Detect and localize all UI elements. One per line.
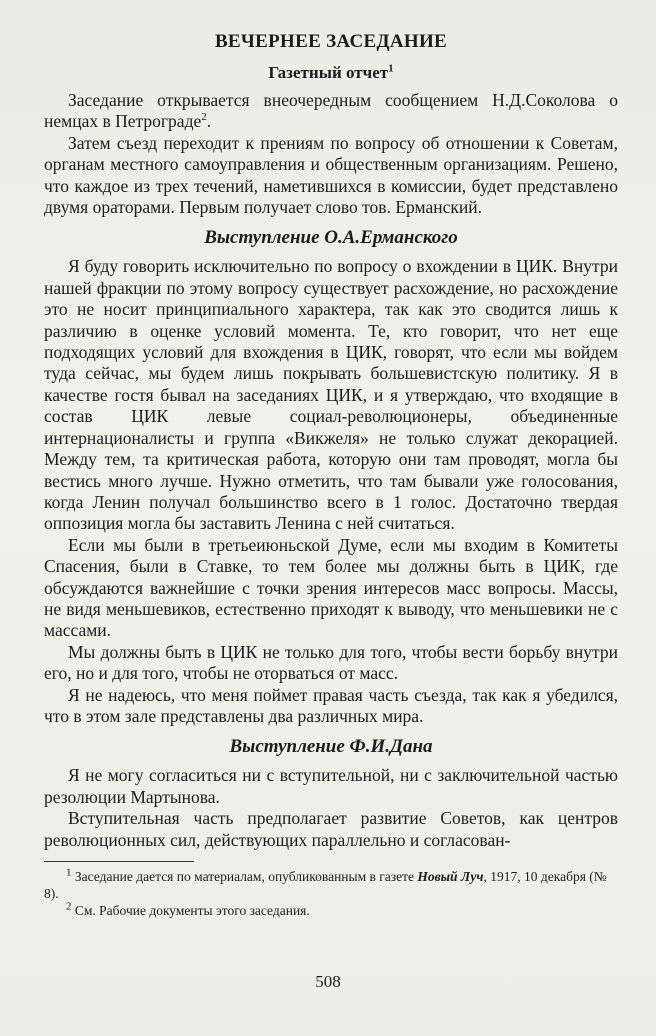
intro-paragraph-1-end: . — [206, 111, 212, 132]
speech-dan-paragraph-2: Вступительная часть предполагает развитие Советов, как центров революционных сил, действующих параллельно и согласован- — [44, 808, 618, 850]
footnote-2 — [44, 902, 618, 919]
subheading-text: Газетный отчет — [268, 63, 389, 82]
footnote-2-text: См. Рабочие документы этого заседания. — [74, 903, 310, 918]
footnote-2-mark: 2 — [66, 900, 72, 913]
footnote-ref-2: 2 — [201, 111, 207, 124]
footnote-1-mark: 1 — [66, 866, 72, 879]
speech-ermansky-paragraph-3: Мы должны быть в ЦИК не только для того, чтобы вести борьбу внутри его, но и для того, чтобы не оторваться от масс. — [44, 641, 618, 684]
speech-ermansky-title: Выступление О.А.Ерманского — [204, 227, 458, 249]
footnote-1 — [44, 868, 618, 902]
footnote-1-text-after: , 1917, 10 декабря (№ 8). — [44, 869, 607, 901]
page-number: 508 — [315, 972, 341, 991]
footnote-divider — [44, 861, 194, 862]
footnote-1-source: Новый Луч — [417, 869, 484, 884]
speech-dan-paragraph-1: Я не могу согласиться ни с вступительной, ни с заключительной частью резолюции Мартынова. — [44, 765, 618, 807]
footnote-ref-1: 1 — [388, 62, 394, 75]
intro-paragraph-2: Затем съезд переходит к прениям по вопросу об отношении к Советам, органам местного самоуправления и общественным организациям. Решено, что каждое из трех течений, наметившихся в комиссии, будет представлено двумя ораторами. Первым получает слово тов. Ерманский. — [44, 132, 618, 218]
footnote-1-text-before: Заседание дается по материалам, опубликованным в газете — [74, 869, 418, 884]
intro-paragraph-1-text: Заседание открывается внеочередным сообщением Н.Д.Соколова о немцах в Петрограде — [44, 90, 618, 132]
speech-ermansky-paragraph-4: Я не надеюсь, что меня поймет правая часть съезда, так как я убедился, что в этом зале представлены два различных мира. — [44, 684, 618, 726]
intro-paragraph-1 — [44, 90, 618, 133]
speech-dan-title: Выступление Ф.И.Дана — [229, 736, 433, 758]
text-column — [44, 30, 618, 919]
subheading — [44, 62, 618, 84]
speech-ermansky-paragraph-1: Я буду говорить исключительно по вопросу о вхождении в ЦИК. Внутри нашей фракции по этому вопросу существует расхождение, но расхождение это не носит принципиального характера, так как это сводится лишь к различию в оценке условий момента. Те, кто говорит, что нет еще подходящих условий для вхождения в ЦИК, говорят, что если мы войдем туда сейчас, мы будем лишь покрывать большевистскую политику. Я в качестве гостя бывал на заседаниях ЦИК, и я утверждаю, что входящие в состав ЦИК левые социал-революционеры, объединенные интернационалисты и группа «Викжеля» не только служат декорацией. Между тем, та критическая работа, которую они там проводят, могла бы вестись много лучше. Нужно отметить, что там бывали уже голосования, когда Ленин получал большинство всего в 1 голос. Достаточно твердая оппозиция могла бы заставить Ленина с ней считаться. — [44, 256, 618, 534]
speech-ermansky-paragraph-2: Если мы были в третьеиюньской Думе, если мы входим в Комитеты Спасения, были в Ставке, то тем более мы должны быть в ЦИК, где обсуждаются важнейшие с точки зрения интересов масс вопросы. Массы, не видя меньшевиков, естественно приходят к выводу, что меньшевики не с массами. — [44, 534, 618, 641]
section-heading: ВЕЧЕРНЕЕ ЗАСЕДАНИЕ — [214, 31, 448, 52]
